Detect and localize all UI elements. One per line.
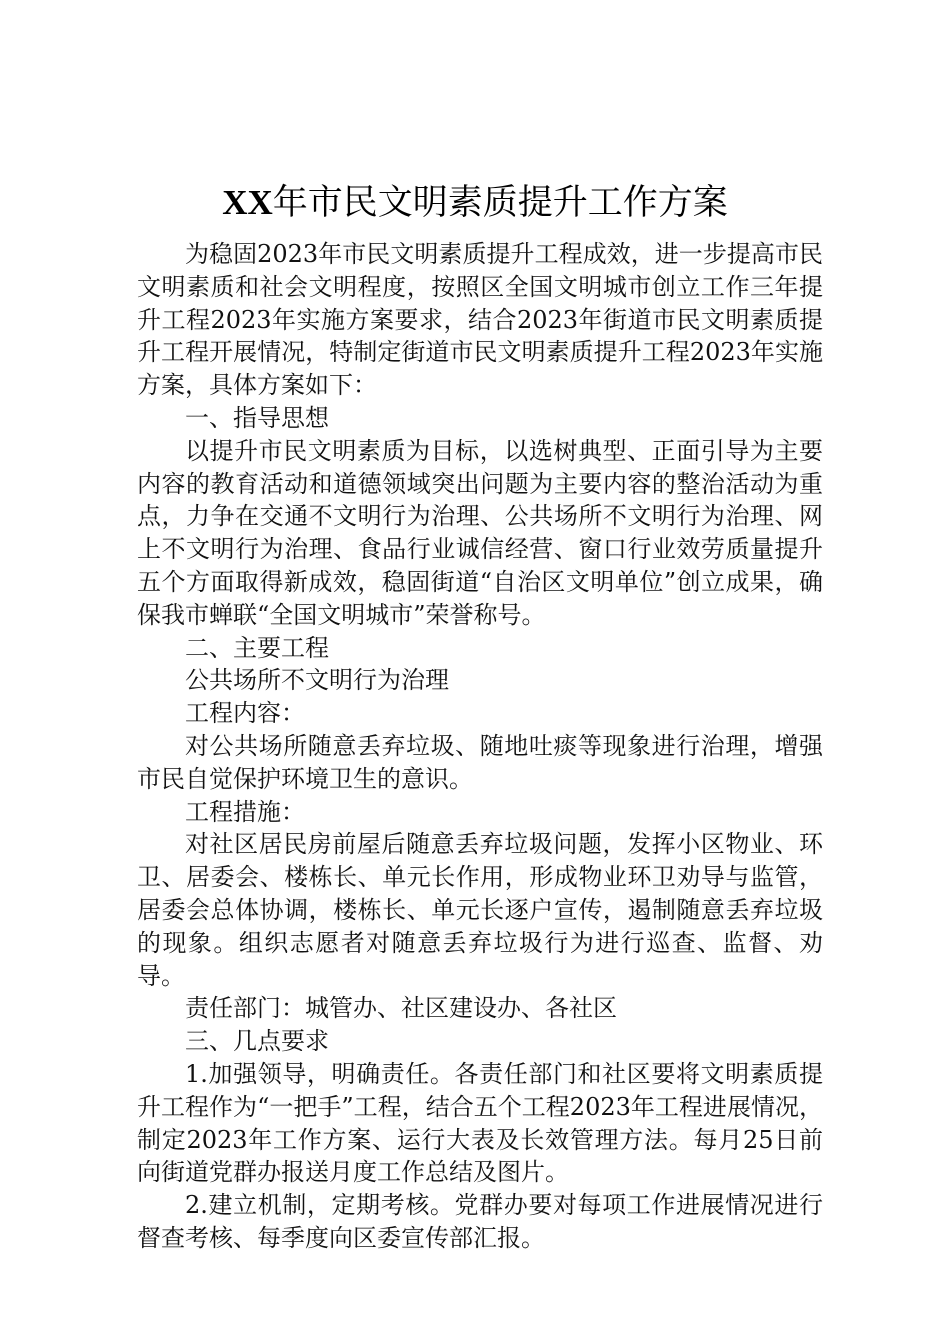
heading-main-projects: 二、主要工程 bbox=[185, 633, 329, 662]
paragraph-intro: 为稳固2023年市民文明素质提升工程成效，进一步提高市民文明素质和社会文明程度，按照区全国文明城市创立工作三年提升工程2023年实施方案要求，结合2023年街道市民文明素质提升工程开展情况，特制定街道市民文明素质提升工程2023年实施方案，具体方案如下： bbox=[137, 240, 823, 400]
document-title: XX年市民文明素质提升工作方案 bbox=[222, 183, 728, 223]
label-project-content: 工程内容： bbox=[185, 699, 305, 728]
heading-guiding-ideology: 一、指导思想 bbox=[185, 403, 329, 432]
paragraph-requirement-2: 2.建立机制，定期考核。党群办要对每项工作进展情况进行督查考核、每季度向区委宣传部汇报。 bbox=[137, 1191, 823, 1252]
paragraph-guiding-ideology: 以提升市民文明素质为目标，以选树典型、正面引导为主要内容的教育活动和道德领域突出问题为主要内容的整治活动为重点，力争在交通不文明行为治理、公共场所不文明行为治理、网上不文明行为治理、食品行业诚信经营、窗口行业效劳质量提升五个方面取得新成效，稳固街道“自治区文明单位”创立成果，确保我市蝉联“全国文明城市”荣誉称号。 bbox=[137, 436, 823, 629]
document-body bbox=[137, 238, 823, 1255]
paragraph-project-measures: 对社区居民房前屋后随意丢弃垃圾问题，发挥小区物业、环卫、居委会、楼栋长、单元长作用，形成物业环卫劝导与监管，居委会总体协调，楼栋长、单元长逐户宣传，遏制随意丢弃垃圾的现象。组织志愿者对随意丢弃垃圾行为进行巡查、监督、劝导。 bbox=[137, 830, 823, 990]
paragraph-project-content: 对公共场所随意丢弃垃圾、随地吐痰等现象进行治理，增强市民自觉保护环境卫生的意识。 bbox=[137, 731, 823, 793]
subheading-public-places: 公共场所不文明行为治理 bbox=[185, 666, 449, 695]
paragraph-requirement-1: 1.加强领导，明确责任。各责任部门和社区要将文明素质提升工程作为“一把手”工程，结合五个工程2023年工程进展情况，制定2023年工作方案、运行大表及长效管理方法。每月25日前向街道党群办报送月度工作总结及图片。 bbox=[137, 1059, 823, 1187]
heading-requirements: 三、几点要求 bbox=[185, 1027, 329, 1056]
paragraph-responsible-departments: 责任部门：城管办、社区建设办、各社区 bbox=[185, 994, 617, 1023]
label-project-measures: 工程措施： bbox=[185, 797, 305, 826]
